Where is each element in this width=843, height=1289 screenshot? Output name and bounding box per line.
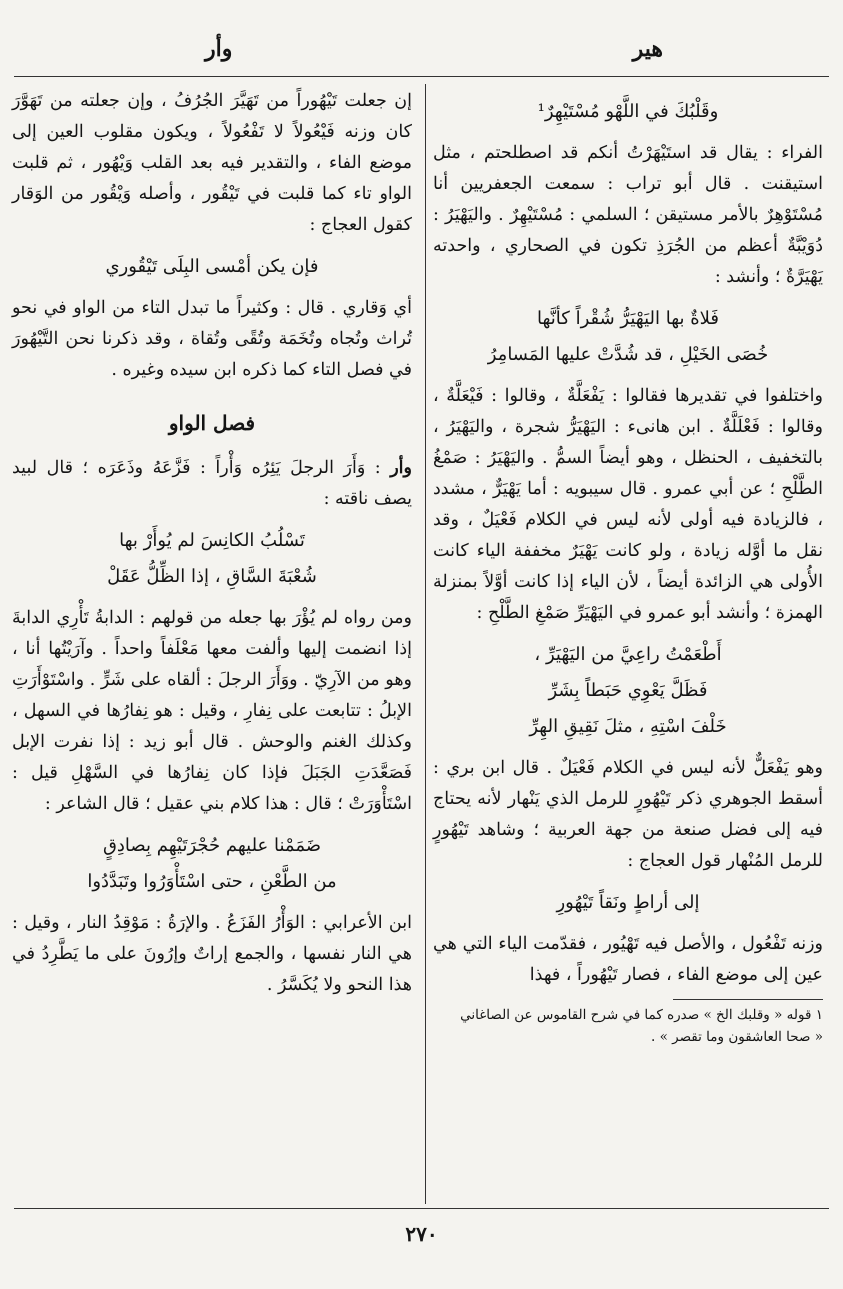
verse-hemistich: فإن يكن أمْسى البِلَى تَيْقُوري [105, 256, 319, 277]
running-head-right: هير [632, 36, 663, 62]
entry-headword: وأر [390, 458, 412, 478]
left-column [12, 86, 412, 1001]
section-title: فصل الواو [168, 411, 256, 435]
verse [433, 301, 823, 373]
verse [433, 637, 823, 745]
top-rule [14, 76, 829, 77]
verse-hemistich: ضَمَمْنا عليهم حُجْرَتَيْهِم بِصادِقٍ [102, 835, 322, 856]
verse-line [433, 94, 823, 130]
paragraph: أي وَقاري . قال : وكثيراً ما تبدل التاء من الواو في نحو تُراث وتُجاه وتُخَمَة وتُقًى وتُقاة ، وقد ذكرنا نحن التَّيْهُورَ في فصل التاء كما ذكره ابن سيده وغيره . [12, 298, 412, 380]
footnote [433, 1004, 823, 1048]
paragraph: واختلفوا في تقديرها فقالوا : يَفْعَلَّةٌ ، وقالوا : فَيْعَلَّةٌ ، وقالوا : فَعْلَلَّةٌ . ابن هانىء : اليَهْيَرُّ شجرة ، واليَهْيَرُ ، بالتخفيف ، الحنظل ، وهو أيضاً السمُّ . واليَهْيَرُ : صَمْغُ الطَّلْحِ ؛ عن أبي عمرو . قال سيبويه : أما يَهْيَرٌّ ، مشدد ، فالزيادة فيه أولى لأنه ليس في الكلام فَعْيَلٌ ، وقد نقل ما أوَّله زيادة ، ولو كانت يَهْيَرٌ مخففة الياء كانت الأُولى هي الزائدة أيضاً ، لأن الياء إذا كانت أوَّلاً بمنزلة الهمزة ؛ وأنشد أبو عمرو في اليَهْيَرِّ صَمْغِ الطَّلْحِ : [433, 386, 823, 623]
footnote-line: « صحا العاشقون وما تقصر » . [651, 1029, 823, 1045]
entry-paragraph [12, 453, 412, 515]
entry-text: : وَأَرَ الرجلَ يَئِرُه وَأْراً : فَزَّعَهُ وذَعَرَه ؛ قال لبيد يصف ناقته : [12, 458, 412, 509]
verse-hemistich: إلى أراطٍ ونَقاً تَيْهُورِ [556, 892, 700, 913]
verse-hemistich: من الطَّعْنِ ، حتى اسْتَأْوَرُوا وتَبَدَّدُوا [87, 871, 337, 892]
paragraph: وهو يَفْعَلٌّ لأنه ليس في الكلام فَعْيَلٌ . قال ابن بري : أسقط الجوهري ذكر تَيْهُورٍ للرمل الذي يَنْهار لأنه يحتاج فيه إلى فضل صنعة من جهة العربية ؛ وشاهد تَيْهُورٍ للرمل المُنْهار قول العجاج : [433, 758, 823, 871]
right-column [433, 86, 823, 1048]
verse-hemistich: فَظَلَّ يَعْوِي حَبَطاً بِشَرِّ [548, 680, 708, 701]
bottom-rule [14, 1208, 829, 1209]
paragraph: وزنه تَفْعُول ، والأصل فيه تَهْيُور ، فقدّمت الياء التي هي عين إلى موضع الفاء ، فصار تَيْهُوراً ، فهذا [433, 934, 823, 985]
paragraph: إن جعلت تَيْهُوراً من تَهَيَّرَ الجُرُفُ ، وإن جعلته من تَهَوَّرَ كان وزنه فَيْعُولاً لا تَفْعُولاً ، ويكون مقلوب العين إلى موضع الفاء ، والتقدير فيه بعد القلب وَيْهُور ، ثم قلبت الواو تاء كما قلبت في تَيْقُور ، وأصله وَيْقُور من الوَقار كقول العجاج : [12, 91, 412, 235]
verse [12, 523, 412, 595]
verse [12, 249, 412, 285]
footnote-rule [673, 999, 823, 1000]
verse-hemistich: شُعْبَةَ السَّاقِ ، إذا الظِّلُّ عَقَلْ [107, 566, 317, 587]
column-divider [425, 84, 426, 1204]
verse-hemistich: وقَلْبُكَ في اللَّهْو مُسْتَيْهِرٌ¹ [537, 101, 719, 122]
page-number: ٢٧٠ [405, 1222, 438, 1246]
verse-hemistich: أَطْعَمْتُ راعِيَّ من اليَهْيَرِّ ، [534, 644, 722, 665]
verse-hemistich: تَسْلُبُ الكانِسَ لم يُوأَرْ بها [119, 530, 305, 551]
verse-hemistich: فَلاةٌ بها اليَهْيَرُّ شُقْراً كأنَّها [537, 308, 719, 329]
running-head-left: وأر [205, 36, 233, 62]
verse [433, 885, 823, 921]
paragraph: ومن رواه لم يُؤْرَ بها جعله من قولهم : الدابةُ تَأْرِي الدابةَ إذا انضمت إليها وألفت معها مَعْلَفاً واحداً . وآرَيْتُها أنا ، وهو من الآرِيّ . ووَأَرَ الرجلَ : ألقاه على شَرٍّ . واسْتَوْأَرَتِ الإبلُ : تتابعت على نِفارِ ، وقيل : هو نِفارُها في السهل ، وكذلك الغنم والوحش . قال أبو زيد : إذا نفرت الإبل فَصَعَّدَتِ الجَبَلَ فإذا كان نِفارُها في السَّهْلِ قيل : اسْتَأْوَرَتْ ؛ قال : هذا كلام بني عقيل ؛ قال الشاعر : [12, 608, 412, 814]
paragraph: ابن الأعرابي : الوَأْرُ الفَزَعُ . والإرَةُ : مَوْقِدُ النار ، وقيل : هي النار نفسها ، والجمع إراتٌ وإرُونَ على ما يَطَّرِدُ في هذا النحو ولا يُكَسَّرُ . [12, 913, 412, 995]
verse [12, 828, 412, 900]
verse-hemistich: خَلْفَ اسْتِهِ ، مثلَ نَقِيقِ الهِرِّ [529, 716, 727, 737]
paragraph: الفراء : يقال قد استَيْهَرْتُ أنكم قد اصطلحتم ، مثل استيقنت . قال أبو تراب : سمعت الجعفريين أنا مُسْتَوْهِرٌ بالأمر مستيقن ؛ السلمي : مُسْتَيْهِرٌ . واليَهْيَرُ : دُوَيْبَّةٌ أعظم من الجُرَذِ تكون في الصحاري ، واحدته يَهْيَرَّةٌ ؛ وأنشد : [433, 143, 823, 287]
verse-hemistich: خُصَى الخَيْلِ ، قد شُدَّتْ عليها المَسامِرُ [487, 344, 769, 365]
footnote-line: ١ قوله « وقلبك الخ » صدره كما في شرح القاموس عن الصاغاني [460, 1007, 823, 1023]
